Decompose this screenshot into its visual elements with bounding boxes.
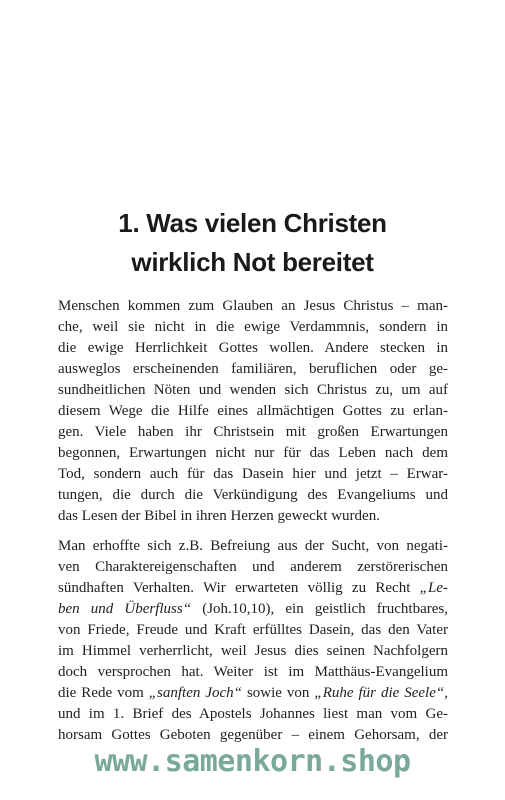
chapter-body	[58, 296, 448, 755]
text-line: diesem Wege die Hilfe eines allmächtigen Gottes zu erlan-	[58, 403, 448, 419]
chapter-title	[40, 204, 465, 282]
text-run: (Joh.10,10), ein geistlich fruchtbares,	[191, 601, 448, 617]
italic-quote: „sanften Joch“	[148, 685, 242, 701]
paragraph-1	[58, 296, 448, 527]
text-line: begonnen, Erwartungen nicht nur für das Leben nach dem	[58, 445, 448, 461]
text-line: sundheitlichen Nöten und wenden sich Christus zu, um auf	[58, 382, 448, 398]
text-line	[58, 599, 448, 620]
text-run: die Rede vom	[58, 685, 149, 701]
italic-quote: „Ruhe für die Seele“	[314, 685, 445, 701]
text-line: doch versprochen hat. Weiter ist im Matthäus-Evangelium	[58, 664, 448, 680]
text-line: und im 1. Brief des Apostels Johannes liest man vom Ge-	[58, 706, 448, 722]
text-run: sowie von	[242, 685, 315, 701]
text-run: ,	[444, 685, 448, 701]
text-line: che, weil sie nicht in die ewige Verdammnis, sondern in	[58, 319, 448, 335]
chapter-title-line-1: 1. Was vielen Christen	[118, 208, 387, 238]
text-line	[58, 578, 448, 599]
italic-quote: „Le-	[419, 580, 448, 596]
text-line: horsam Gottes Geboten gegenüber – einem Gehorsam, der	[58, 727, 448, 743]
text-line: Man erhoffte sich z.B. Befreiung aus der Sucht, von negati-	[58, 538, 448, 554]
text-line: ven Charaktereigenschaften und anderem zerstörerischen	[58, 559, 448, 575]
paragraph-2	[58, 536, 448, 746]
text-line	[58, 683, 448, 704]
text-line: Menschen kommen zum Glauben an Jesus Christus – man-	[58, 298, 448, 314]
text-line: ausweglos erscheinenden familiären, beruflichen oder ge-	[58, 361, 448, 377]
text-line: gen. Viele haben ihr Christsein mit großen Erwartungen	[58, 424, 448, 440]
text-line: tungen, die durch die Verkündigung des Evangeliums und	[58, 487, 448, 503]
shop-watermark: www.samenkorn.shop	[94, 744, 411, 779]
chapter-title-line-2: wirklich Not bereitet	[131, 247, 374, 277]
text-line: die ewige Herrlichkeit Gottes wollen. Andere stecken in	[58, 340, 448, 356]
text-line: das Lesen der Bibel in ihren Herzen geweckt wurden.	[58, 508, 380, 524]
text-line: Tod, sondern auch für das Dasein hier und jetzt – Erwar-	[58, 466, 448, 482]
text-line: im Himmel verherrlicht, weil Jesus dies seinen Nachfolgern	[58, 643, 448, 659]
italic-quote: ben und Überfluss“	[58, 601, 192, 617]
text-run: sündhaften Verhalten. Wir erwarteten völlig zu Recht	[58, 580, 420, 596]
text-line: von Friede, Freude und Kraft erfülltes Dasein, das den Vater	[58, 622, 448, 638]
